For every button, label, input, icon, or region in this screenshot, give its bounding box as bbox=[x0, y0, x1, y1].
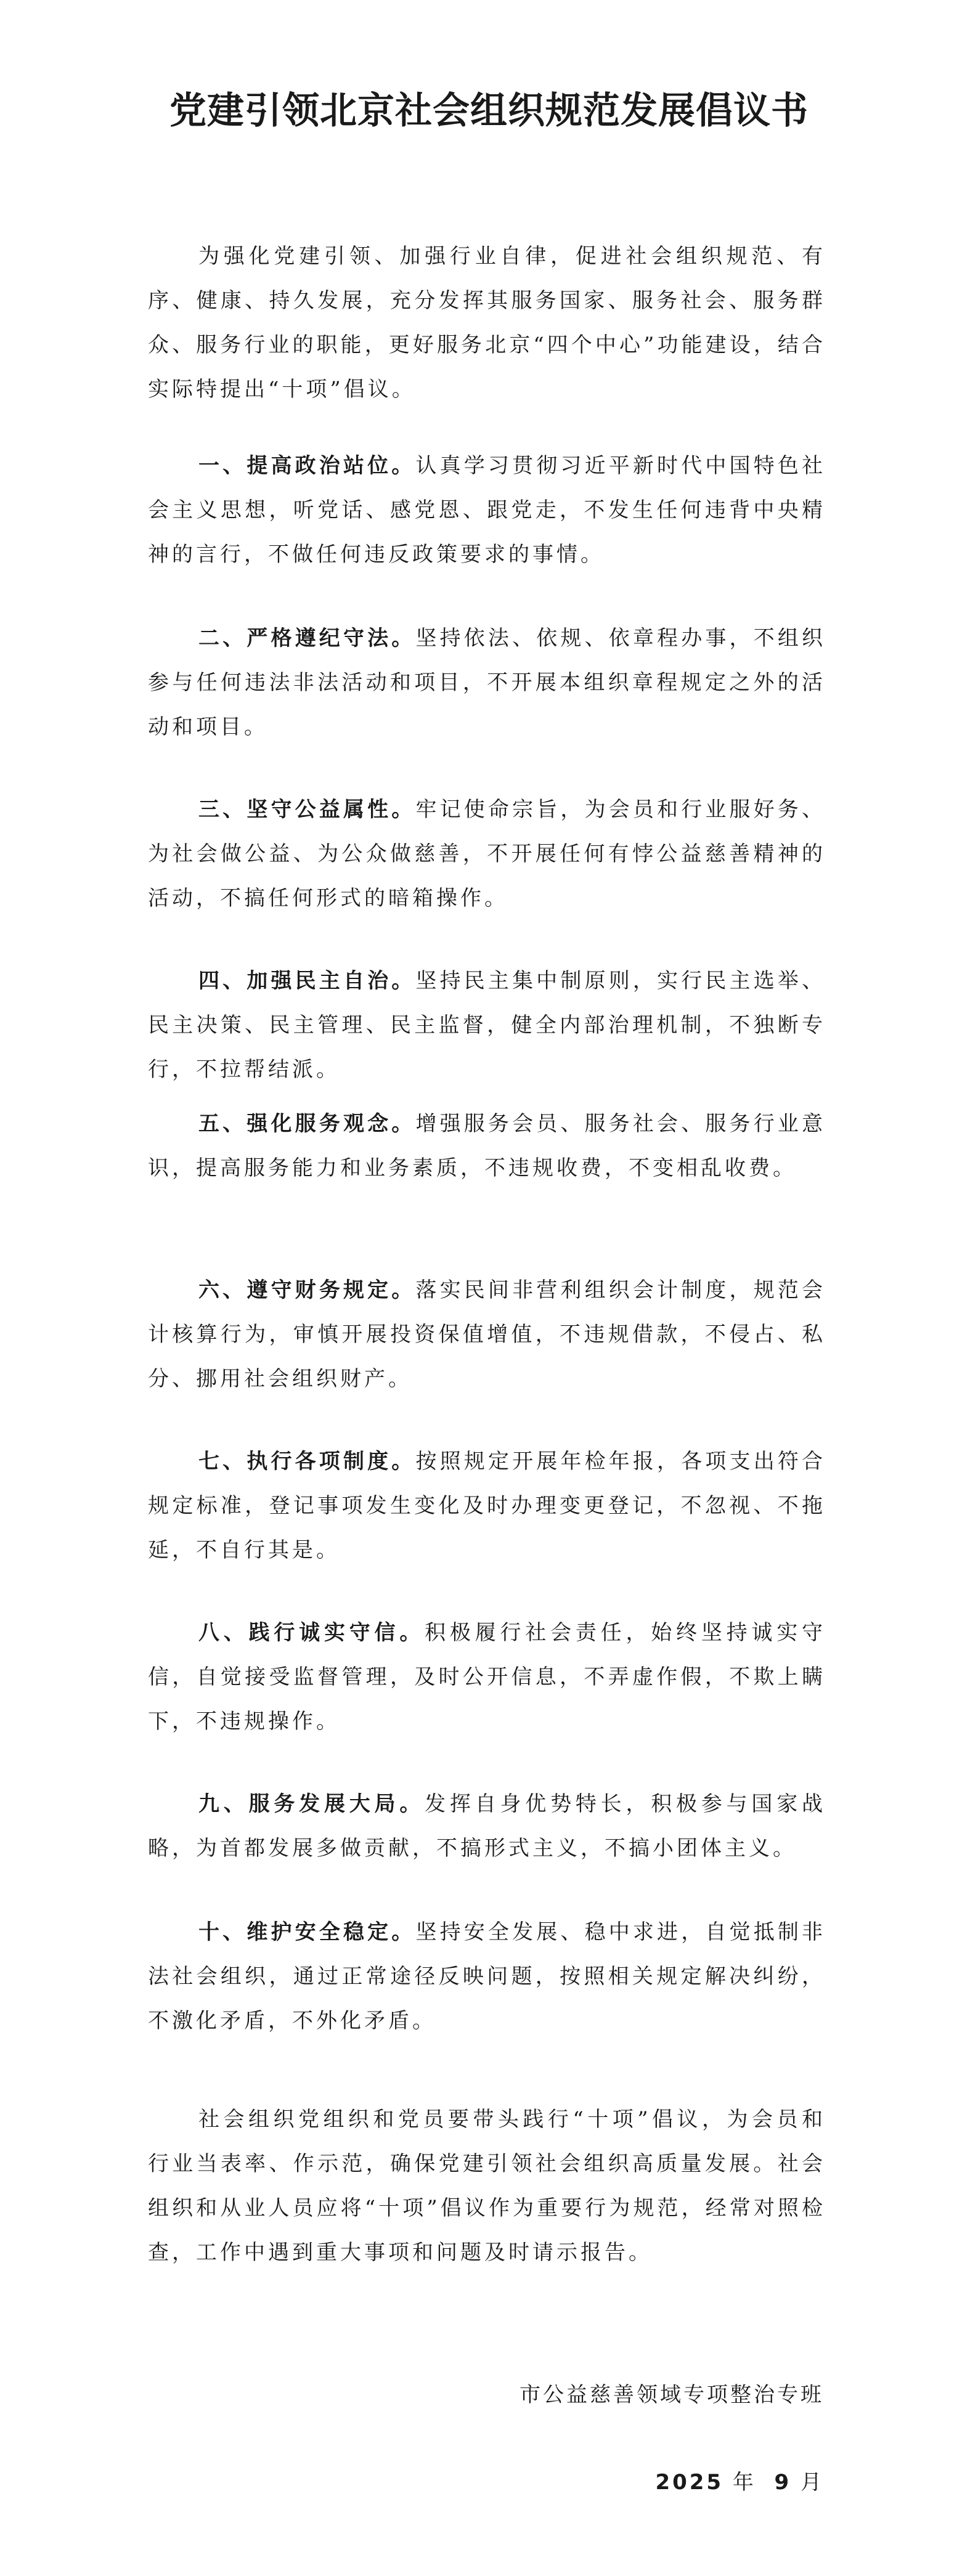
item-8-text: 积极履行社会责任，始终坚持诚实守信，自觉接受监督管理，及时公开信息，不弄虚作假，不欺上瞒下，不违规操作。 bbox=[148, 1620, 826, 1734]
item-10-heading: 十、维护安全稳定。 bbox=[198, 1920, 416, 1944]
issuer-signature: 市公益慈善领域专项整治专班 bbox=[520, 2383, 824, 2407]
date-year-suffix: 年 bbox=[732, 2470, 756, 2495]
item-3-paragraph bbox=[148, 787, 826, 920]
issue-date bbox=[655, 2467, 824, 2498]
item-5-text: 增强服务会员、服务社会、服务行业意识，提高服务能力和业务素质，不违规收费，不变相乱收费。 bbox=[148, 1111, 826, 1180]
document-title: 党建引领北京社会组织规范发展倡议书 bbox=[169, 89, 809, 132]
item-1-heading: 一、提高政治站位。 bbox=[198, 453, 416, 478]
date-month-suffix: 月 bbox=[801, 2470, 824, 2495]
item-2-heading: 二、严格遵纪守法。 bbox=[198, 626, 416, 651]
item-8-paragraph bbox=[148, 1611, 826, 1744]
item-9-heading: 九、服务发展大局。 bbox=[198, 1792, 425, 1816]
item-4-text: 坚持民主集中制原则，实行民主选举、民主决策、民主管理、民主监督，健全内部治理机制，不独断专行，不拉帮结派。 bbox=[148, 969, 826, 1082]
item-9-paragraph bbox=[148, 1782, 826, 1871]
item-1-text: 认真学习贯彻习近平新时代中国特色社会主义思想，听党话、感党恩、跟党走，不发生任何违背中央精神的言行，不做任何违反政策要求的事情。 bbox=[148, 453, 826, 567]
item-7-paragraph bbox=[148, 1439, 826, 1572]
item-6-heading: 六、遵守财务规定。 bbox=[198, 1278, 416, 1302]
item-8-heading: 八、践行诚实守信。 bbox=[198, 1620, 425, 1645]
item-2-text: 坚持依法、依规、依章程办事，不组织参与任何违法非法活动和项目，不开展本组织章程规定之外的活动和项目。 bbox=[148, 626, 826, 739]
item-2-paragraph bbox=[148, 616, 826, 749]
item-7-text: 按照规定开展年检年报，各项支出符合规定标准，登记事项发生变化及时办理变更登记，不忽视、不拖延，不自行其是。 bbox=[148, 1449, 826, 1562]
item-4-paragraph bbox=[148, 959, 826, 1092]
item-5-paragraph bbox=[148, 1102, 826, 1190]
item-3-heading: 三、坚守公益属性。 bbox=[198, 797, 416, 822]
item-10-paragraph bbox=[148, 1910, 826, 2043]
item-1-paragraph bbox=[148, 444, 826, 577]
item-7-heading: 七、执行各项制度。 bbox=[198, 1449, 416, 1474]
item-5-heading: 五、强化服务观念。 bbox=[198, 1111, 416, 1136]
date-year: 2025 bbox=[655, 2470, 724, 2495]
item-3-text: 牢记使命宗旨，为会员和行业服好务、为社会做公益、为公众做慈善，不开展任何有悖公益慈善精神的活动，不搞任何形式的暗箱操作。 bbox=[148, 797, 826, 911]
item-4-heading: 四、加强民主自治。 bbox=[198, 969, 416, 993]
item-6-text: 落实民间非营利组织会计制度，规范会计核算行为，审慎开展投资保值增值，不违规借款，不侵占、私分、挪用社会组织财产。 bbox=[148, 1278, 826, 1391]
item-9-text: 发挥自身优势特长，积极参与国家战略，为首都发展多做贡献，不搞形式主义，不搞小团体主义。 bbox=[148, 1792, 826, 1861]
intro-paragraph: 为强化党建引领、加强行业自律，促进社会组织规范、有序、健康、持久发展，充分发挥其服务国家、服务社会、服务群众、服务行业的职能，更好服务北京“四个中心”功能建设，结合实际特提出“十项”倡议。 bbox=[148, 244, 826, 402]
item-10-text: 坚持安全发展、稳中求进，自觉抵制非法社会组织，通过正常途径反映问题，按照相关规定解决纠纷，不激化矛盾，不外化矛盾。 bbox=[148, 1920, 826, 2033]
date-month: 9 bbox=[774, 2470, 792, 2495]
item-6-paragraph bbox=[148, 1268, 826, 1401]
closing-paragraph: 社会组织党组织和党员要带头践行“十项”倡议，为会员和行业当表率、作示范，确保党建引领社会组织高质量发展。社会组织和从业人员应将“十项”倡议作为重要行为规范，经常对照检查，工作中遇到重大事项和问题及时请示报告。 bbox=[148, 2107, 826, 2265]
